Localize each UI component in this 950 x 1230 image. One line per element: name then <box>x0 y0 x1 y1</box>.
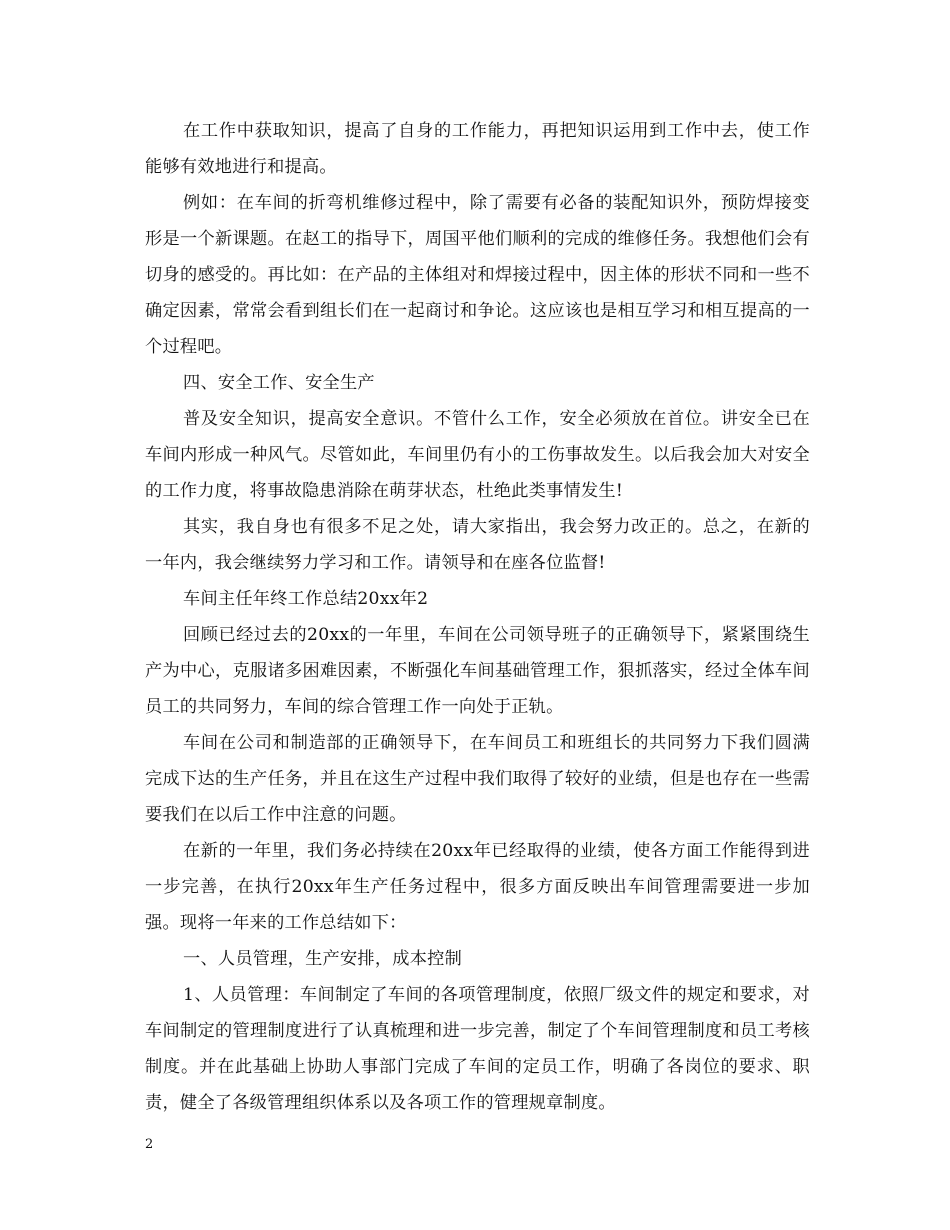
paragraph-4: 其实，我自身也有很多不足之处，请大家指出，我会努力改正的。总之，在新的一年内，我会继续努力学习和工作。请领导和在座各位监督! <box>145 517 810 573</box>
paragraph-2: 例如：在车间的折弯机维修过程中，除了需要有必备的装配知识外，预防焊接变形是一个新课题。在赵工的指导下，周国平他们顺利的完成的维修任务。我想他们会有切身的感受的。再比如：在产品的主体组对和焊接过程中，因主体的形状不同和一些不确定因素，常常会看到组长们在一起商讨和争论。这应该也是相互学习和相互提高的一个过程吧。 <box>145 193 810 357</box>
section-heading-personnel: 一、人员管理，生产安排，成本控制 <box>183 949 463 969</box>
article-title-2: 车间主任年终工作总结20xx年2 <box>183 589 429 609</box>
paragraph-3: 普及安全知识，提高安全意识。不管什么工作，安全必须放在首位。讲安全已在车间内形成一种风气。尽管如此，车间里仍有小的工伤事故发生。以后我会加大对安全的工作力度，将事故隐患消除在萌芽状态，杜绝此类事情发生! <box>145 409 810 501</box>
page-number: 2 <box>145 1137 154 1152</box>
paragraph-5: 回顾已经过去的20xx的一年里，车间在公司领导班子的正确领导下，紧紧围绕生产为中心，克服诸多困难因素，不断强化车间基础管理工作，狠抓落实，经过全体车间员工的共同努力，车间的综合管理工作一向处于正轨。 <box>145 625 810 717</box>
document-body <box>145 113 810 1121</box>
section-heading-safety: 四、安全工作、安全生产 <box>183 373 375 393</box>
paragraph-7: 在新的一年里，我们务必持续在20xx年已经取得的业绩，使各方面工作能得到进一步完善，在执行20xx年生产任务过程中，很多方面反映出车间管理需要进一步加强。现将一年来的工作总结如下： <box>145 841 810 933</box>
paragraph-8: 1、人员管理：车间制定了车间的各项管理制度，依照厂级文件的规定和要求，对车间制定的管理制度进行了认真梳理和进一步完善，制定了个车间管理制度和员工考核制度。并在此基础上协助人事部门完成了车间的定员工作，明确了各岗位的要求、职责，健全了各级管理组织体系以及各项工作的管理规章制度。 <box>145 985 810 1113</box>
paragraph-1: 在工作中获取知识，提高了自身的工作能力，再把知识运用到工作中去，使工作能够有效地进行和提高。 <box>145 121 810 177</box>
paragraph-6: 车间在公司和制造部的正确领导下，在车间员工和班组长的共同努力下我们圆满完成下达的生产任务，并且在这生产过程中我们取得了较好的业绩，但是也存在一些需要我们在以后工作中注意的问题。 <box>145 733 810 825</box>
